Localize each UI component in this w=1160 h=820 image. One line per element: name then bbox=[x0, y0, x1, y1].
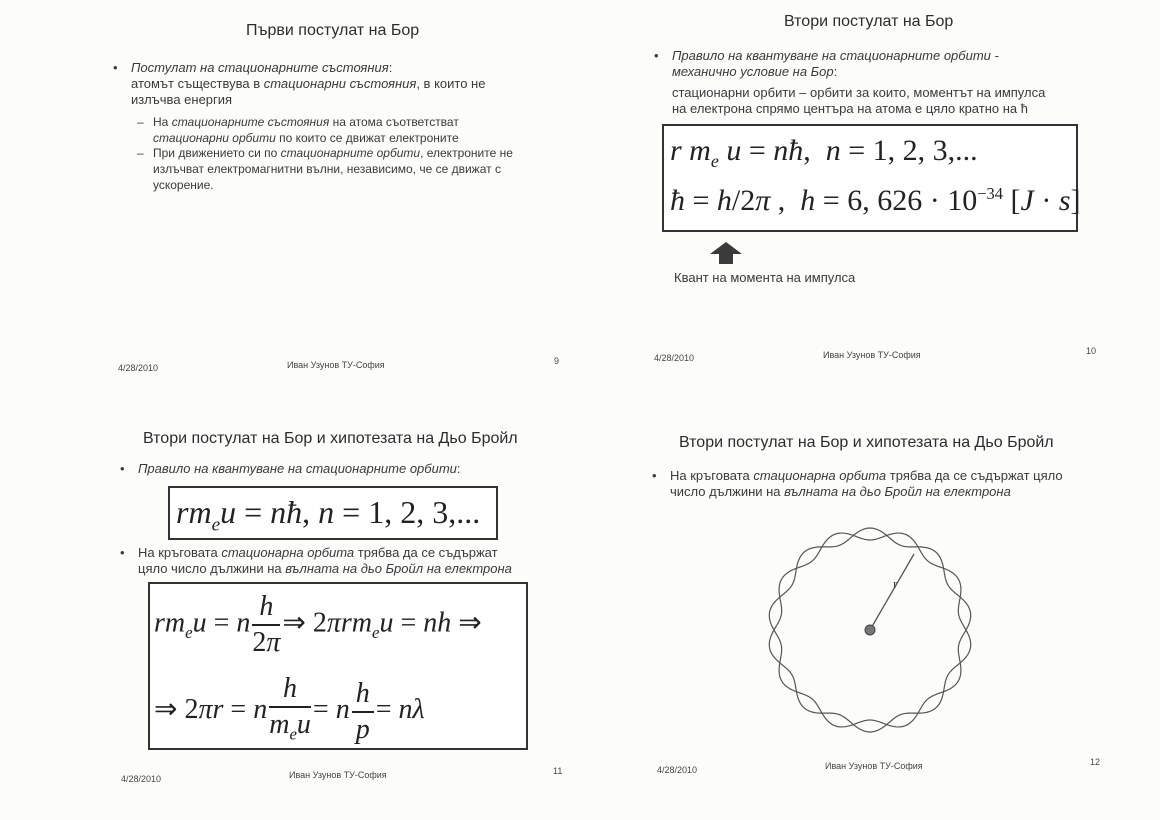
arrow-caption: Квант на момента на импулса bbox=[674, 270, 856, 285]
radius-line bbox=[870, 554, 914, 630]
footer-page-number: 10 bbox=[1086, 346, 1097, 356]
footer-author: Иван Узунов ТУ-София bbox=[287, 360, 385, 370]
formula-derivation-line-2: ⇒ 2πr = n $\frac{h}{m_eu}$ = n $\frac{h}{p}$ = nλ bbox=[154, 673, 425, 745]
bullet-dot-icon: • bbox=[120, 545, 125, 560]
bullet-dot-icon: • bbox=[652, 468, 657, 483]
bullet-de-broglie bbox=[120, 545, 558, 577]
footer-page-number: 9 bbox=[554, 356, 560, 366]
sub-italic-text: стационарните състояния bbox=[171, 115, 330, 129]
slide-title: Втори постулат на Бор и хипотезата на Дьо Бройл bbox=[143, 430, 518, 447]
bullet-postulate bbox=[113, 60, 551, 108]
sub-text: на атома съответстват bbox=[329, 115, 459, 129]
bullet-italic-text: механично условие на Бор bbox=[672, 64, 834, 79]
footer-date: 4/28/2010 bbox=[657, 765, 698, 775]
bullet-text: цяло число дължини на bbox=[138, 561, 286, 576]
slide-title: Първи постулат на Бор bbox=[246, 22, 420, 39]
sub-text: по които се движат електроните bbox=[275, 131, 459, 145]
footer-date: 4/28/2010 bbox=[121, 774, 162, 784]
bullet-text-block bbox=[672, 85, 1152, 117]
bullet-quantization-rule bbox=[654, 48, 1152, 80]
bullet-text: трябва да се съдържат цяло bbox=[886, 468, 1063, 483]
bullet-dot-icon: • bbox=[113, 60, 118, 75]
bullet-text: : bbox=[833, 64, 838, 79]
slide-12 bbox=[580, 410, 1140, 810]
sub-text: На bbox=[153, 115, 172, 129]
sub-text: ускорение. bbox=[153, 178, 214, 192]
slide-11 bbox=[0, 410, 563, 810]
footer-page-number: 11 bbox=[553, 766, 563, 776]
bullet-dot-icon: • bbox=[654, 48, 659, 63]
footer-page-number: 12 bbox=[1090, 757, 1101, 767]
footer-author: Иван Узунов ТУ-София bbox=[823, 350, 921, 360]
bullet-text: трябва да се съдържат bbox=[354, 545, 498, 560]
formula-derivation-line-1: $rm_eu = n$ $\frac{h}{2\pi}$ ⇒ 2πrm$_e$u = nh ⇒ bbox=[154, 591, 482, 658]
bullet-text: стационарни орбити – орбити за които, моментът на импулса bbox=[672, 85, 1046, 100]
slide-10 bbox=[580, 0, 1140, 400]
bullet-text: излъчва енергия bbox=[131, 92, 233, 107]
sub-text: При движението си по bbox=[153, 146, 281, 160]
sub-text: , електроните не bbox=[420, 146, 513, 160]
slide-title: Втори постулат на Бор и хипотезата на Дьо Бройл bbox=[679, 434, 1054, 451]
standing-wave-orbit-diagram bbox=[760, 510, 980, 740]
bullet-italic-text: Постулат на стационарните състояния bbox=[131, 60, 389, 75]
nucleus bbox=[865, 625, 875, 635]
dash-icon: – bbox=[137, 115, 144, 129]
bullet-text: на електрона спрямо центъра на атома е цяло кратно на ħ bbox=[672, 101, 1028, 116]
footer-author: Иван Узунов ТУ-София bbox=[825, 761, 923, 771]
formula-box-1 bbox=[168, 486, 498, 540]
slide-title: Втори постулат на Бор bbox=[784, 13, 954, 30]
formula-box bbox=[662, 124, 1081, 232]
footer-date: 4/28/2010 bbox=[654, 353, 695, 363]
bullet-italic-text: стационарна орбита bbox=[753, 468, 887, 483]
formula-quantization: $rm_eu$ = nħ, n = 1, 2, 3,... bbox=[176, 494, 481, 536]
bullet-italic-text: стационарни състояния bbox=[263, 76, 417, 91]
bullet-italic-text: вълната на дьо Бройл на електрона bbox=[784, 484, 1011, 499]
formula-hbar: ħ = h/2π , h = 6, $626 \cdot 10^{-34}$ [J · s] bbox=[670, 184, 1081, 217]
sub-italic-text: стационарни орбити bbox=[153, 131, 276, 145]
bullet-text: , в които не bbox=[416, 76, 486, 91]
dash-icon: – bbox=[137, 146, 144, 160]
bullet-text: : bbox=[388, 60, 393, 75]
bullet-text: На кръговата bbox=[138, 545, 222, 560]
bullet-text: атомът съществува в bbox=[131, 76, 264, 91]
bullet-text: : bbox=[456, 461, 461, 476]
bullet-italic-text: Правило на квантуване на стационарните орбити - bbox=[672, 48, 999, 63]
bullet-dot-icon: • bbox=[120, 461, 125, 476]
formula-box-2 bbox=[148, 582, 528, 750]
arrow-up-icon bbox=[708, 240, 744, 266]
radius-label: r bbox=[893, 576, 898, 591]
sub-text: излъчват електромагнитни вълни, независимо, че се движат с bbox=[153, 162, 501, 176]
bullet-text: На кръговата bbox=[670, 468, 754, 483]
sub-italic-text: стационарните орбити bbox=[280, 146, 421, 160]
bullet-italic-text: Правило на квантуване на стационарните орбити bbox=[138, 461, 457, 476]
slide-9 bbox=[0, 0, 560, 400]
formula-angular-momentum: r $m_e$ u = nħ, n = 1, 2, 3,... bbox=[670, 134, 978, 171]
sub-bullet-1 bbox=[137, 114, 553, 146]
bullet-de-broglie bbox=[652, 468, 1130, 500]
footer-author: Иван Узунов ТУ-София bbox=[289, 770, 387, 780]
sub-bullet-2 bbox=[137, 145, 553, 193]
footer-date: 4/28/2010 bbox=[118, 363, 159, 373]
bullet-quantization-rule bbox=[120, 461, 558, 477]
bullet-italic-text: стационарна орбита bbox=[221, 545, 355, 560]
bullet-text: число дължини на bbox=[670, 484, 785, 499]
bullet-italic-text: вълната на дьо Бройл на електрона bbox=[285, 561, 512, 576]
